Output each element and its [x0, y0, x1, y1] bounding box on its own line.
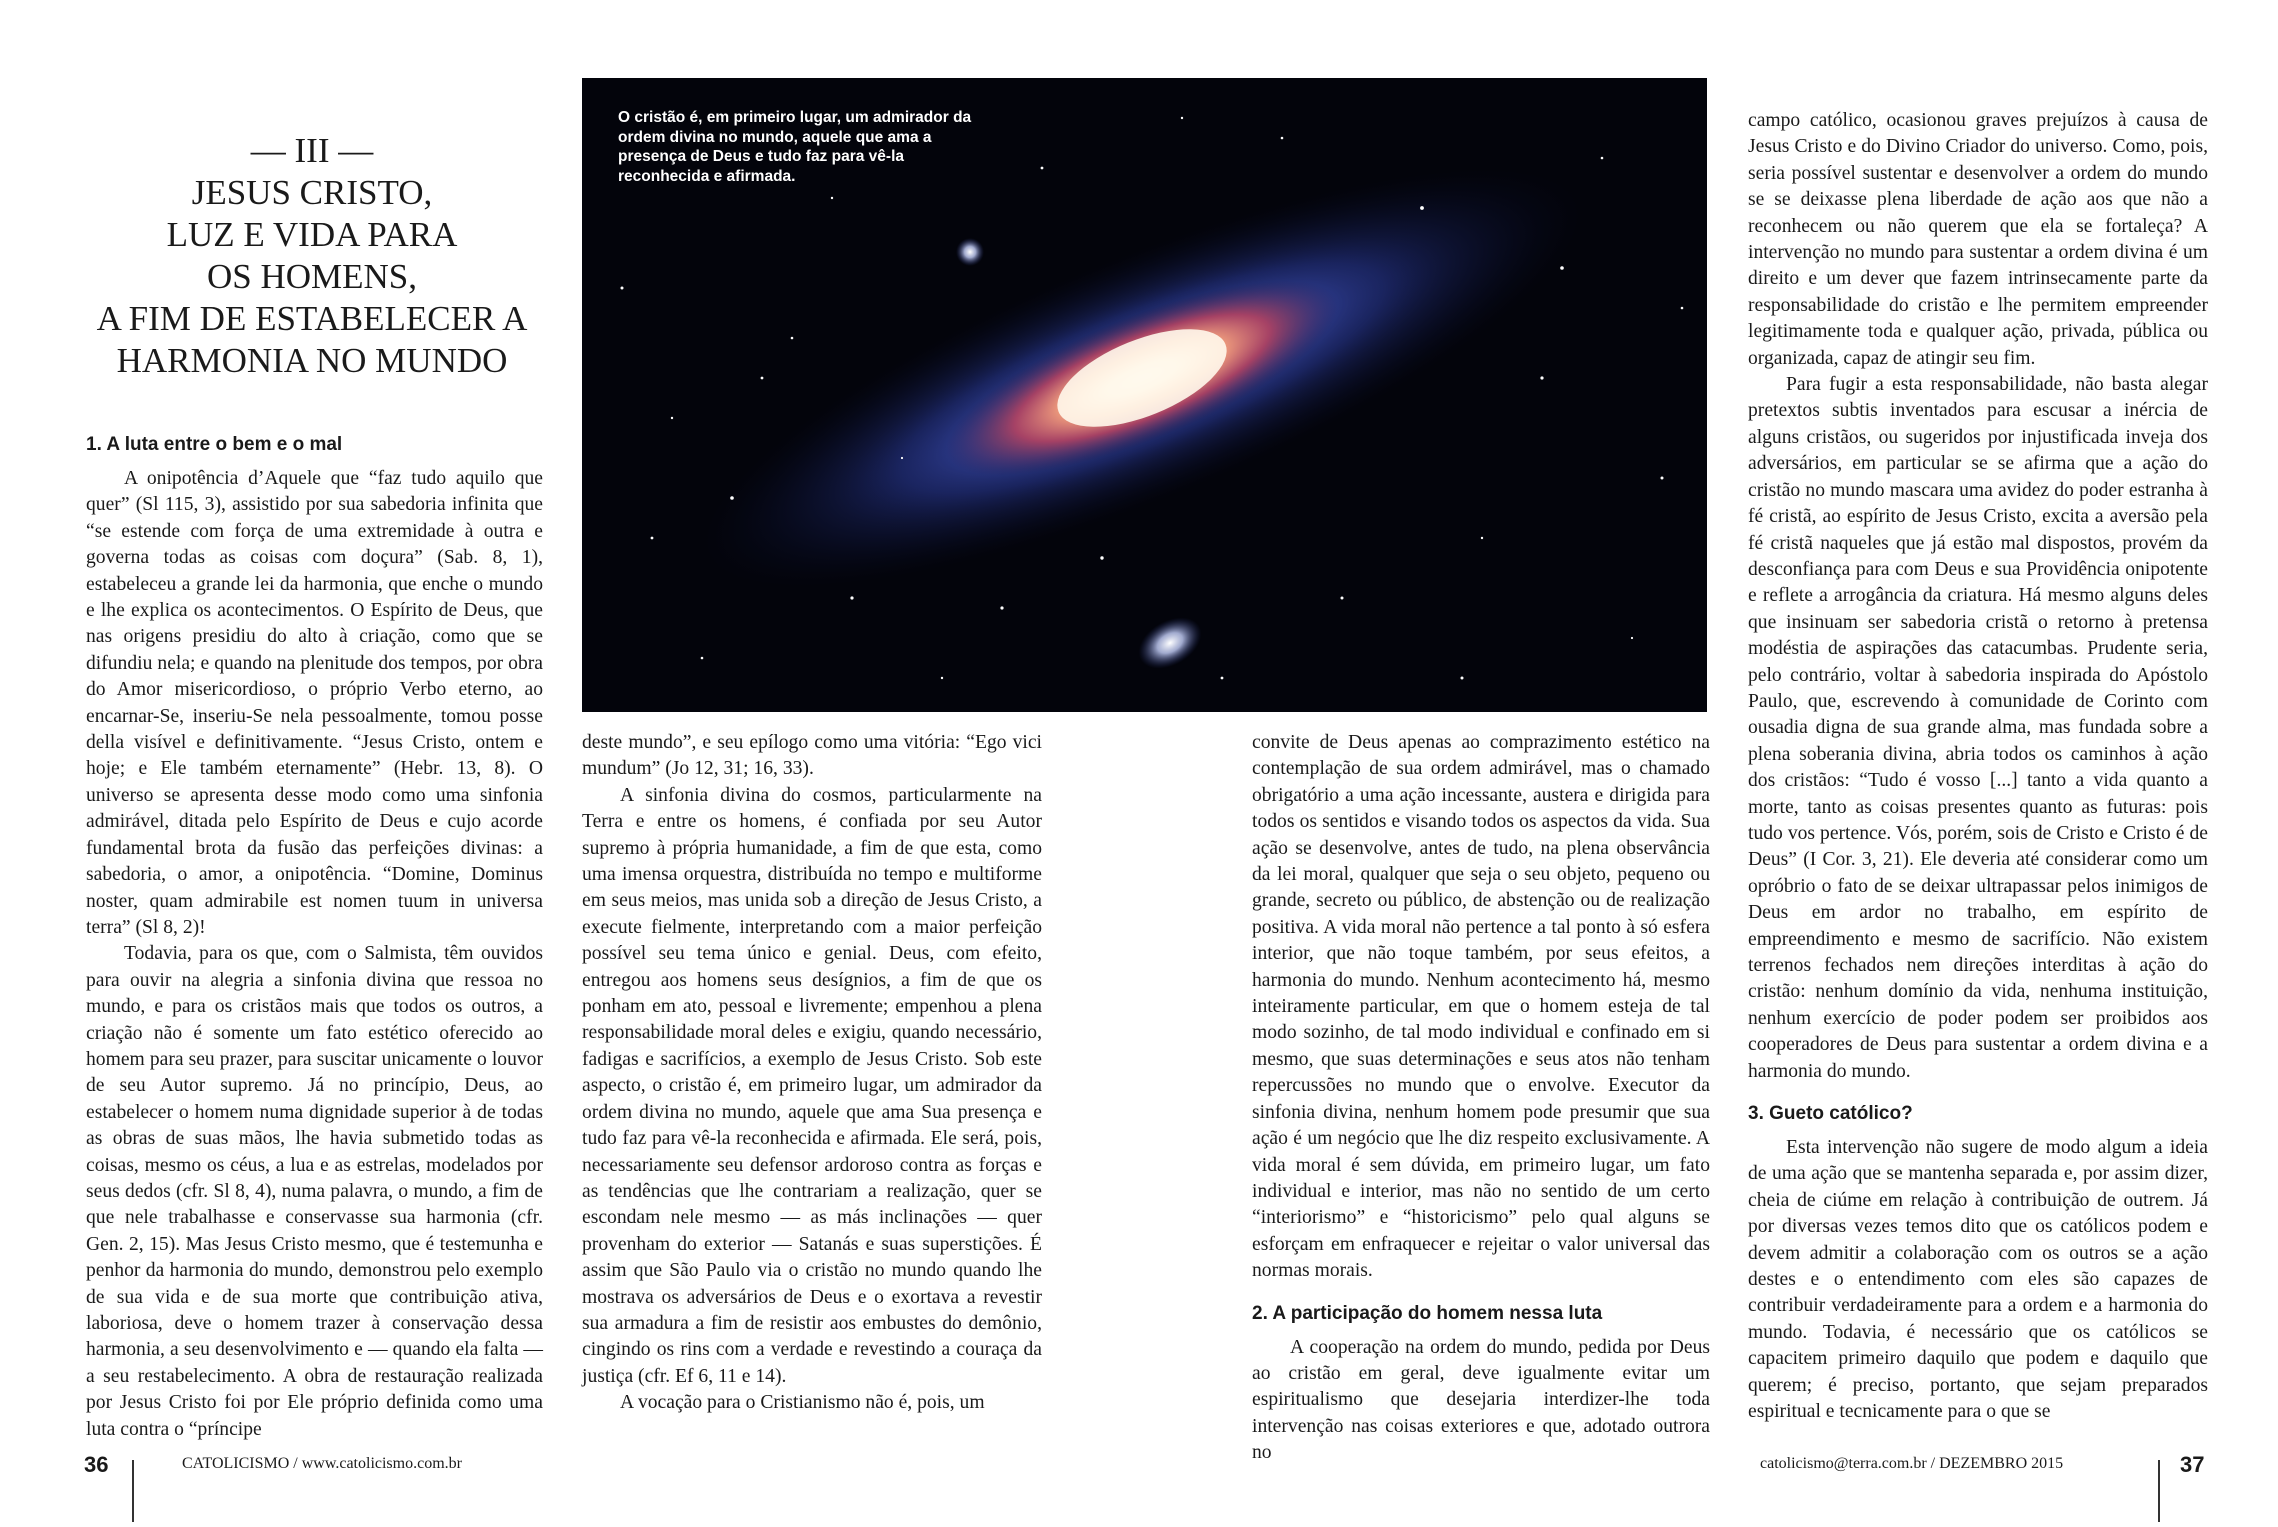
paragraph: Todavia, para os que, com o Salmista, têm ouvidos para ouvir na alegria a sinfonia divina que ressoa no mundo, e para os cristãos mais que todos os outros, a criação não é somente um fato estético oferecido ao homem para seu prazer, para suscitar unicamente o louvor de seu Autor supremo. Já no princípio, Deus, ao estabelecer o homem numa dignidade superior à de todas as obras de suas mãos, lhe havia submetido todas as coisas, mesmo os céus, a lua e as estrelas, modelados por seus dedos (cfr. Sl 8, 4), numa palavra, o mundo, a fim de que nele trabalhasse e conservasse sua harmonia (cfr. Gen. 2, 15). Mas Jesus Cristo mesmo, que é testemunha e penhor da harmonia do mundo, demonstrou pelo exemplo de sua vida e de sua morte que contribuição ativa, laboriosa, deve o homem trazer à conservação dessa harmonia, a seu desenvolvimento e — quando ela falta — a seu restabelecimento. A obra de restauração realizada por Jesus Cristo foi por Ele próprio definida como uma luta contra o “príncipe	[86, 943, 543, 1440]
paragraph: A vocação para o Cristianismo não é, pois, um	[620, 1392, 985, 1414]
title-line: LUZ E VIDA PARA	[166, 215, 458, 254]
title-line: OS HOMENS,	[206, 257, 418, 296]
column-3	[1252, 730, 1710, 1467]
paragraph: convite de Deus apenas ao comprazimento estético na contemplação de sua ordem admirável, mas o chamado obrigatório a uma ação incessante, austera e dirigida para todos os sentidos e visando todos os aspectos da vida. Sua ação se desenvolve, antes de tudo, na plena observância da lei moral, qualquer que seja o seu objeto, pequeno ou grande, secreto ou público, de abstenção ou de realização positiva. A vida moral não pertence a tal ponto à só esfera interior, que não toque também, por seus efeitos, a harmonia do mundo. Nenhum acontecimento há, mesmo inteiramente particular, em que o homem esteja de tal modo sozinho, de tal modo individual e confinado em si mesmo, que suas determinações e seus atos não tenham repercussões no mundo que o envolve. Executor da sinfonia divina, nenhum homem pode presumir que sua ação é um negócio que lhe diz respeito exclusivamente. A vida moral é sem dúvida, em primeiro lugar, um fato individual e interior, mas não no sentido de um certo “interiorismo” e “historicismo” pelo qual alguns se esforçam em enfraquecer e rejeitar o valor universal das normas morais.	[1252, 732, 1710, 1282]
article-title	[92, 130, 532, 382]
column-2	[582, 730, 1042, 1417]
paragraph: A onipotência d’Aquele que “faz tudo aquilo que quer” (Sl 115, 3), assistido por sua sabedoria infinita que “se estende com força de uma extremidade à outra e governa todas as coisas com doçura” (Sab. 8, 1), estabeleceu a grande lei da harmonia, que enche o mundo e lhe explica os acontecimentos. O Espírito de Deus, que nas origens presidiu do alto à criação, como que se difundiu nela; e quando na plenitude dos tempos, por obra do Amor misericordioso, o próprio Verbo eterno, ao encarnar-Se, inseriu-Se nela pessoalmente, tomou posse della visível e definitivamente. “Jesus Cristo, ontem e hoje; e Ele também eternamente” (Hebr. 13, 8). O universo se apresenta desse modo como uma sinfonia admirável, ditada pelo Espírito de Deus e cujo acorde fundamental brota da fusão das perfeições divinas: a sabedoria, o amor, a onipotência. “Domine, Dominus noster, quam admirabile est nomen tuum in universa terra” (Sl 8, 2)!	[86, 468, 543, 938]
paragraph: A sinfonia divina do cosmos, particularmente na Terra e entre os homens, é confiada por seu Autor supremo à própria humanidade, a fim de que esta, como uma imensa orquestra, distribuída no tempo e multiforme em seus meios, mas unida sob a direção de Jesus Cristo, a execute fielmente, interpretando com a maior perfeição possível seu tema único e genial. Deus, com efeito, entregou aos homens seus desígnios, a fim de que os ponham em ato, pessoal e livremente; empenhou a plena responsabilidade moral deles e exigiu, quando necessário, fadigas e sacrifícios, a exemplo de Jesus Cristo. Sob este aspecto, o cristão é, em primeiro lugar, um admirador da ordem divina no mundo, aquele que ama Sua presença e tudo faz para vê-la reconhecida e afirmada. Ele será, pois, necessariamente seu defensor ardoroso contra as forças e as tendências que lhe contrariam a realização, quer se escondam nele mesmo — as más inclinações — quer provenham do exterior — Satanás e suas superstições. É assim que São Paulo via o cristão no mundo quando lhe mostrava os adversários de Deus e o exortava a revestir sua armadura a fim de resistir aos embustes do demônio, cingindo os rins com a verdade e revestindo a couraça da justiça (cfr. Ef 6, 11 e 14).	[582, 784, 1042, 1387]
paragraph: campo católico, ocasionou graves prejuízos à causa de Jesus Cristo e do Divino Criador do universo. Como, pois, seria possível sustentar e desenvolver a ordem do mundo se se deixasse plena liberdade de ação aos que não a reconhecem ou não querem que ela se fortaleça? A intervenção no mundo para sustentar a ordem divina é um direito e um dever que fazem intrinsecamente parte da responsabilidade do cristão e lhe permitem empreender legitimamente toda e qualquer ação, privada, pública ou organizada, capaz de atingir seu fim.	[1748, 110, 2208, 369]
footer-divider	[2158, 1460, 2160, 1522]
chapter-number: — III —	[250, 131, 374, 170]
title-line: HARMONIA NO MUNDO	[116, 341, 508, 380]
galaxy-photo	[582, 78, 1707, 712]
page-number-right: 37	[2180, 1452, 2205, 1477]
footer-left: CATOLICISMO / www.catolicismo.com.br	[182, 1455, 462, 1472]
paragraph: Para fugir a esta responsabilidade, não basta alegar pretextos subtis inventados para escusar a inércia de alguns cristãos, ou sugeridos por injustificada inveja dos adversários, em particular se se afirma que a ação do cristão no mundo mascara uma avidez do poder estranha à fé cristã, ao espírito de Jesus Cristo, excita a aversão pela fé cristã naqueles que já estão mal dispostos, provém da desconfiança para com Deus e sua Providência onipotente e reflete a arrogância da criatura. Há mesmo alguns deles que insinuam ser sabedoria cristã o retorno à pretensa modéstia de aspirações das catacumbas. Prudente seria, pelo contrário, voltar à sabedoria inspirada do Apóstolo Paulo, que, escrevendo à comunidade de Corinto com ousadia digna de sua grande alma, mas fundada sobre a plena soberania divina, abria todos os caminhos à ação dos cristãos: “Tudo é vosso [...] tanto a vida quanto a morte, tanto as coisas presentes quanto as futuras: pois tudo vos pertence. Vós, porém, sois de Cristo e Cristo é de Deus” (I Cor. 3, 21). Ele deveria até considerar como um opróbrio o fato de se deixar ultrapassar pelos inimigos de Deus em ardor no trabalho, em espírito de empreendimento e mesmo de sacrifício. Não existem terrenos fechados nem direções interditas à ação do cristão: nenhum domínio da vida, nenhuma instituição, nenhum exercício de poder podem ser proibidos aos cooperadores de Deus para sustentar a ordem divina e a harmonia do mundo.	[1748, 374, 2208, 1082]
footer-right: catolicismo@terra.com.br / DEZEMBRO 2015	[1760, 1455, 2064, 1472]
footer-divider	[132, 1460, 134, 1522]
paragraph: Esta intervenção não sugere de modo algum a ideia de uma ação que se mantenha separada e, por assim dizer, cheia de ciúme em relação à contribuição de outrem. Já por diversas vezes temos dito que os católicos podem e devem admitir a colaboração com os outros se a ação destes e o entendimento com eles são capazes de contribuir verdadeiramente para a ordem e a harmonia do mundo. Todavia, é necessário que os católicos se capacitem primeiro daquilo que podem e daquilo que querem; é preciso, portanto, que sejam preparados espiritual e tecnicamente para o que se	[1748, 1137, 2208, 1423]
section-heading: 3. Gueto católico?	[1748, 1103, 1913, 1125]
section-heading: 2. A participação do homem nessa luta	[1252, 1302, 1603, 1324]
paragraph: deste mundo”, e seu epílogo como uma vitória: “Ego vici mundum” (Jo 12, 31; 16, 33).	[582, 732, 1042, 780]
title-line: JESUS CRISTO,	[191, 173, 433, 212]
image-caption: O cristão é, em primeiro lugar, um admirador da ordem divina no mundo, aquele que ama a presença de Deus e tudo faz para vê-la reconhecida e afirmada.	[618, 109, 972, 185]
page-number-left: 36	[84, 1452, 109, 1477]
column-1	[86, 432, 543, 1443]
title-line: A FIM DE ESTABELECER A	[96, 299, 528, 338]
column-4	[1748, 108, 2208, 1426]
section-heading: 1. A luta entre o bem e o mal	[86, 434, 343, 455]
paragraph: A cooperação na ordem do mundo, pedida por Deus ao cristão em geral, deve igualmente evitar um espiritualismo que desejaria interdizer-lhe toda intervenção nas coisas exteriores e que, adotado outrora no	[1252, 1336, 1710, 1464]
